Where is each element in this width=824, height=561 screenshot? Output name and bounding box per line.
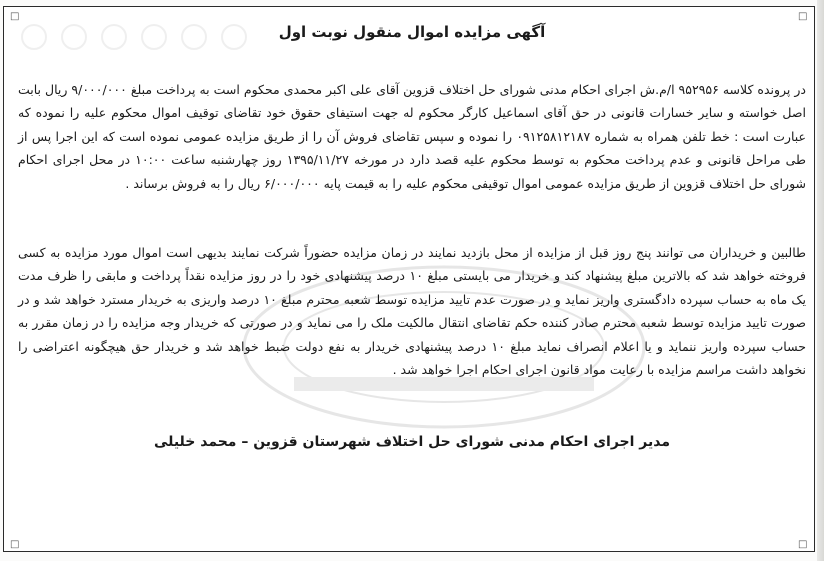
notice-paragraph-auction-terms: طالبین و خریداران می توانند پنج روز قبل از مزایده از محل بازدید نمایند در زمان مزایده حضوراً شرکت نمایند بدیهی است اموال مورد مزایده به کسی فروخته خواهد شد که بالاترین مبلغ پیشنهاد کند و خریدار می بایستی مبلغ ۱۰ درصد پیشنهادی خود را در روز مزایده نقداً پرداخت و مابقی را ظرف مدت یک ماه به حساب سپرده دادگستری واریز نماید و در صورت عدم تایید مزایده توسط شعبه محترم مبلغ ۱۰ درصد واریزی به خریدار مسترد خواهد شد و در صورت تایید مزایده توسط شعبه محترم صادر کننده حکم تقاضای انتقال مالکیت ملک را می نماید و در صورتی که خریدار وجه مزایده را در زمان مقرر به حساب سپرده واریز ننماید و یا اعلام انصراف نماید مبلغ ۱۰ درصد پیشنهادی خریدار به نفع دولت ضبط خواهد شد و خریدار حق هیچگونه اعتراضی را نخواهد داشت مراسم مزایده با رعایت مواد قانون اجرای احکام اجرا خواهد شد . bbox=[18, 245, 807, 378]
notice-title: آگهی مزایده اموال منقول نوبت اول bbox=[278, 23, 546, 41]
corner-mark-bottom-right: □ bbox=[798, 539, 808, 550]
page-edge-strip bbox=[817, 0, 824, 561]
corner-mark-top-right: □ bbox=[798, 11, 808, 22]
corner-mark-top-left: □ bbox=[10, 11, 20, 22]
notice-paragraph-case-details: در پرونده کلاسه ۹۵۲۹۵۶ ا/م.ش اجرای احکام مدنی شورای حل اختلاف قزوین آقای علی اکبر محمدی محکوم است به پرداخت مبلغ ۹/۰۰۰/۰۰۰ ریال بابت اصل خواسته و سایر خسارات قانونی در حق آقای اسماعیل کارگر محکوم له جهت استیفای حقوق خود تقاضای توقیف اموال محکوم علیه را نموده که عبارت است : خط تلفن همراه به شماره ۰۹۱۲۵۸۱۲۱۸۷ را نموده و سپس تقاضای فروش آن را از طریق مزایده عمومی نموده است که این اجرا پس از طی مراحل قانونی و عدم پرداخت محکوم به توسط محکوم علیه قصد دارد در مورخه ۱۳۹۵/۱۱/۲۷ روز چهارشنبه ساعت ۱۰:۰۰ در محل اجرای احکام شورای حل اختلاف قزوین از طریق مزایده عمومی اموال توقیفی محکوم علیه را به قیمت پایه ۶/۰۰۰/۰۰۰ ریال را به فروش برساند . bbox=[18, 82, 806, 191]
corner-mark-bottom-left: □ bbox=[10, 539, 20, 550]
signature-line: مدیر اجرای احکام مدنی شورای حل اختلاف شهرستان قزوین – محمد خلیلی bbox=[153, 434, 671, 450]
